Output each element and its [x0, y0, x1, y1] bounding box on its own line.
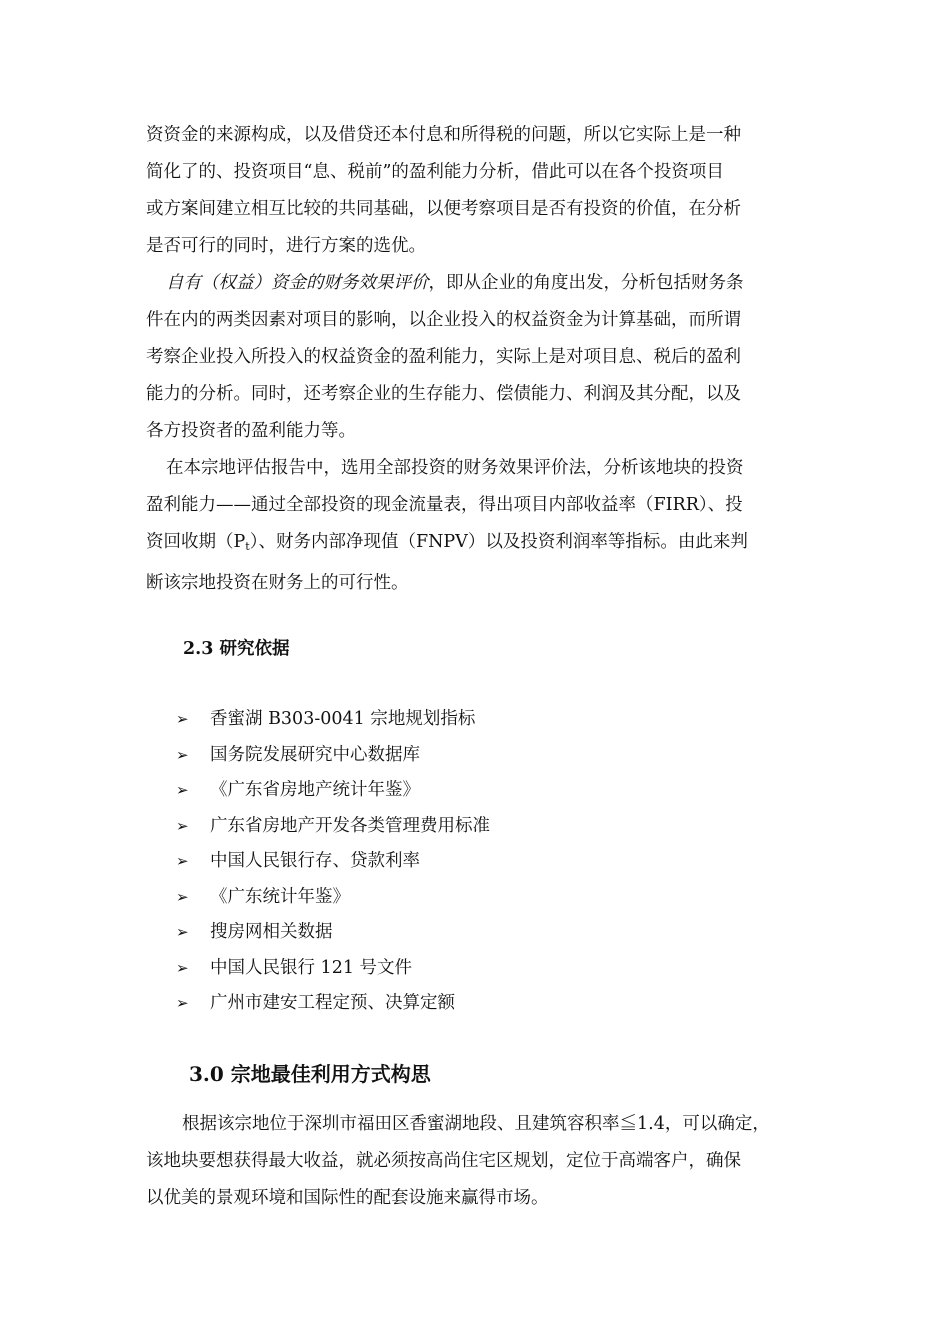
paragraph-4-line-1: 根据该宗地位于深圳市福田区香蜜湖地段、且建筑容积率≦1.4，可以确定，	[182, 1114, 770, 1134]
list-item-text: 广州市建安工程定预、决算定额	[210, 993, 455, 1013]
arrow-bullet-icon: ➢	[176, 994, 189, 1012]
list-item	[176, 951, 490, 987]
paragraph-4	[146, 1106, 811, 1217]
arrow-bullet-icon: ➢	[176, 887, 189, 906]
list-item-text: 《广东省房地产统计年鉴》	[210, 780, 420, 800]
paragraph-3-line-3-b: ）、财务内部净现值（FNPV）以及投资利润率等指标。由此来判	[249, 532, 748, 552]
paragraph-3-line-1: 在本宗地评估报告中，选用全部投资的财务效果评价法，分析该地块的投资	[166, 458, 744, 478]
reference-list	[176, 702, 490, 1022]
list-item	[176, 702, 490, 738]
section-3-0-heading: 3.0 宗地最佳利用方式构思	[189, 1062, 431, 1086]
arrow-bullet-icon: ➢	[176, 852, 189, 870]
list-item-text: 广东省房地产开发各类管理费用标准	[210, 815, 490, 836]
italic-lead: 自有（权益）资金的财务效果评价	[166, 273, 429, 293]
list-item-text: 中国人民银行存、贷款利率	[210, 851, 420, 871]
paragraph-4-line-3: 以优美的景观环境和国际性的配套设施来赢得市场。	[146, 1188, 549, 1208]
paragraph-3-line-3	[146, 524, 811, 565]
arrow-bullet-icon: ➢	[176, 923, 189, 941]
subscript-t: t	[245, 540, 250, 553]
paragraph-2-line-4: 能力的分析。同时，还考察企业的生存能力、偿债能力、利润及其分配，以及	[146, 384, 741, 404]
section-2-3-heading: 2.3 研究依据	[183, 639, 290, 659]
arrow-bullet-icon: ➢	[176, 710, 189, 728]
paragraph-1-line-2: 简化了的、投资项目“息、税前”的盈利能力分析，借此可以在各个投资项目	[146, 162, 724, 182]
arrow-bullet-icon: ➢	[176, 958, 189, 977]
list-item	[176, 773, 490, 809]
paragraph-1	[146, 117, 811, 265]
paragraph-1-line-1: 资资金的来源构成，以及借贷还本付息和所得税的问题，所以它实际上是一种	[146, 125, 741, 145]
list-item	[176, 809, 490, 845]
list-item	[176, 915, 490, 951]
paragraph-2-line-1	[146, 265, 811, 302]
paragraph-3-line-2: 盈利能力——通过全部投资的现金流量表，得出项目内部收益率（FIRR）、投	[146, 495, 743, 515]
paragraph-2-line-3: 考察企业投入所投入的权益资金的盈利能力，实际上是对项目息、税后的盈利	[146, 347, 741, 367]
paragraph-1-line-4: 是否可行的同时，进行方案的选优。	[146, 236, 426, 256]
paragraph-2-line-2: 件在内的两类因素对项目的影响，以企业投入的权益资金为计算基础，而所谓	[146, 310, 741, 330]
list-item	[176, 738, 490, 774]
list-item	[176, 880, 490, 916]
list-item-text: 《广东统计年鉴》	[210, 886, 350, 907]
paragraph-3	[146, 450, 811, 602]
paragraph-3-line-4: 断该宗地投资在财务上的可行性。	[146, 573, 409, 593]
paragraph-3-line-3-a: 资回收期（P	[146, 532, 246, 552]
list-item	[176, 844, 490, 880]
list-item-text: 国务院发展研究中心数据库	[210, 744, 420, 765]
list-item	[176, 986, 490, 1022]
paragraph-2-line-1-rest: ，即从企业的角度出发，分析包括财务条	[428, 273, 744, 293]
list-item-text: 搜房网相关数据	[210, 922, 333, 942]
arrow-bullet-icon: ➢	[176, 745, 189, 764]
list-item-text: 中国人民银行 121 号文件	[210, 957, 413, 978]
paragraph-2-line-5: 各方投资者的盈利能力等。	[146, 421, 356, 441]
paragraph-4-line-2: 该地块要想获得最大收益，就必须按高尚住宅区规划，定位于高端客户，确保	[146, 1151, 741, 1171]
paragraph-1-line-3: 或方案间建立相互比较的共同基础，以便考察项目是否有投资的价值，在分析	[146, 199, 741, 219]
arrow-bullet-icon: ➢	[176, 781, 189, 799]
arrow-bullet-icon: ➢	[176, 816, 189, 835]
list-item-text: 香蜜湖 B303-0041 宗地规划指标	[210, 709, 476, 729]
paragraph-2	[146, 265, 811, 450]
